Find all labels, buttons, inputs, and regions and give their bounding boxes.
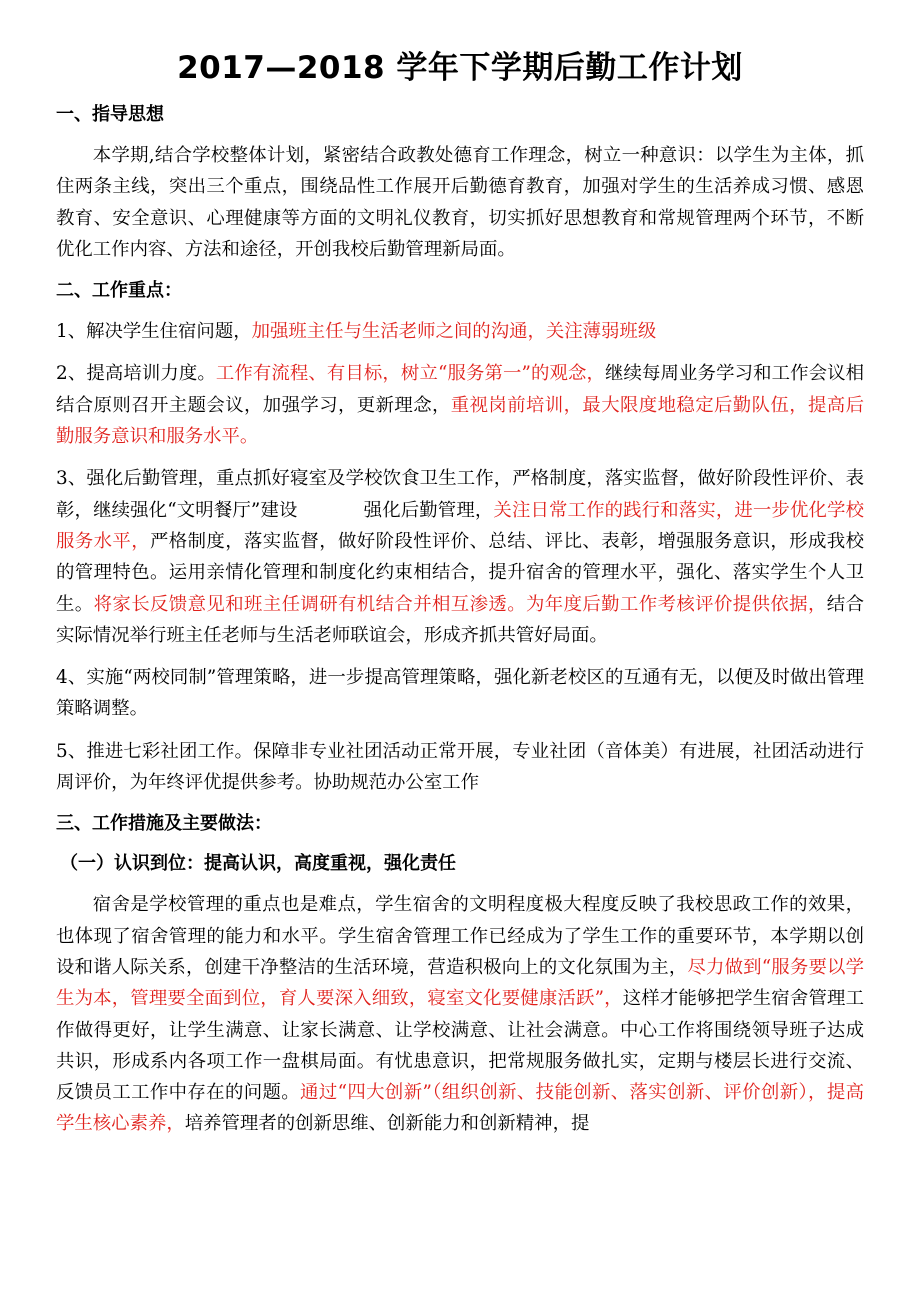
measures-text-b: 这样才能够把学生宿舍管理工作做得更好，让学生满意、让家长满意、让学校满意、让社会满意。中心工作将围绕领导班子达成共识，形成系内各项工作一盘棋局面。有忧患意识，把常规服务做扎实，定期与楼层长进行交流、反馈员工工作中存在的问题。 xyxy=(56,988,864,1104)
measures-paragraph xyxy=(56,889,864,1139)
section-heading-work-focus: 二、工作重点： xyxy=(56,280,182,302)
measures-highlight-b: 通过“四大创新”（组织创新、技能创新、落实创新、评价创新），提高学生核心素养， xyxy=(56,1082,864,1135)
work-focus-item-2 xyxy=(56,358,864,452)
item-3-highlight-a: 关注日常工作的践行和落实，进一步优化学校服务水平， xyxy=(56,499,864,552)
measures-highlight-a: 尽力做到“服务要以学生为本，管理要全面到位，育人要深入细致，寝室文化要健康活跃”， xyxy=(56,956,864,1010)
document-title: 2017—2018 学年下学期后勤工作计划 xyxy=(177,50,743,86)
guiding-thought-paragraph: 本学期,结合学校整体计划，紧密结合政教处德育工作理念，树立一种意识：以学生为主体，抓住两条主线，突出三个重点，围绕品性工作展开后勤德育教育，加强对学生的生活养成习惯、感恩教育、安全意识、心理健康等方面的文明礼仪教育，切实抓好思想教育和常规管理两个环节，不断优化工作内容、方法和途径，开创我校后勤管理新局面。 xyxy=(56,145,864,260)
measures-text-a: 宿舍是学校管理的重点也是难点，学生宿舍的文明程度极大程度反映了我校思政工作的效果，也体现了宿舍管理的能力和水平。学生宿舍管理工作已经成为了学生工作的重要环节，本学期以创设和谐人际关系，创建干净整洁的生活环境，营造积极向上的文化氛围为主， xyxy=(56,894,864,978)
item-3-text-b: 强化后勤管理， xyxy=(363,499,494,521)
subheading-awareness: （一）认识到位：提高认识，高度重视，强化责任 xyxy=(60,853,456,875)
item-3-text-d: 结合实际情况举行班主任老师与生活老师联谊会，形成齐抓共管好局面。 xyxy=(56,593,864,646)
item-1-highlight: 加强班主任与生活老师之间的沟通，关注薄弱班级 xyxy=(251,321,657,343)
item-2-text-b: 继续每周业务学习和工作会议相结合原则召开主题会议，加强学习，更新理念， xyxy=(56,363,864,416)
work-focus-item-4: 4、实施“两校同制”管理策略，进一步提高管理策略，强化新老校区的互通有无，以便及时做出管理策略调整。 xyxy=(56,667,864,720)
measures-text-c: 培养管理者的创新思维、创新能力和创新精神，提 xyxy=(184,1113,590,1135)
item-2-text-a: 2、提高培训力度。 xyxy=(56,363,216,385)
item-3-text-a: 3、强化后勤管理，重点抓好寝室及学校饮食卫生工作，严格制度，落实监督，做好阶段性评价、表彰，继续强化“文明餐厅”建设 xyxy=(56,468,864,521)
work-focus-item-1 xyxy=(56,316,864,347)
item-2-highlight-a: 工作有流程、有目标，树立“服务第一”的观念， xyxy=(215,363,606,385)
item-2-highlight-b: 重视岗前培训，最大限度地稳定后勤队伍，提高后勤服务意识和服务水平。 xyxy=(56,394,864,448)
section-heading-measures: 三、工作措施及主要做法： xyxy=(56,813,272,835)
item-3-text-c: 严格制度，落实监督，做好阶段性评价、总结、评比、表彰，增强服务意识，形成我校的管理特色。运用亲情化管理和制度化约束相结合，提升宿舍的管理水平，强化、落实学生个人卫生。 xyxy=(56,530,864,615)
item-1-text: 1、解决学生住宿问题， xyxy=(56,321,252,343)
work-focus-item-3 xyxy=(56,463,864,651)
item-3-highlight-b: 将家长反馈意见和班主任调研有机结合并相互渗透。为年度后勤工作考核评价提供依据， xyxy=(93,593,827,615)
work-focus-item-5: 5、推进七彩社团工作。保障非专业社团活动正常开展，专业社团（音体美）有进展，社团活动进行周评价，为年终评优提供参考。协助规范办公室工作 xyxy=(56,740,864,794)
section-heading-guiding-thought: 一、指导思想 xyxy=(56,104,164,125)
